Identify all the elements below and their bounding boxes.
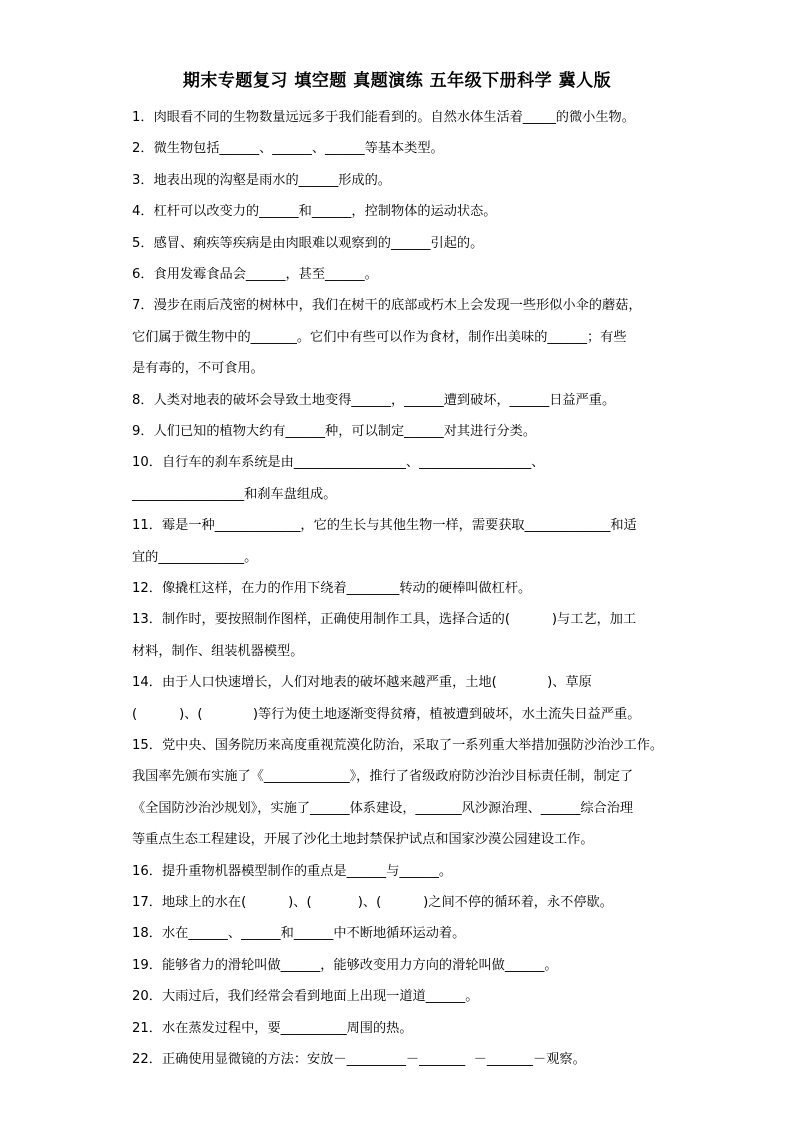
question-line: 8．人类对地表的破坏会导致土地变得______，______遭到破坏，______日益严重。 [132, 392, 616, 408]
question-line: 16．提升重物机器模型制作的重点是______与______。 [132, 863, 453, 879]
question-line: 7．漫步在雨后茂密的树林中，我们在树干的底部或朽木上会发现一些形似小伞的蘑菇， [132, 298, 642, 314]
question-line: 6．食用发霉食品会______，甚至______。 [132, 267, 378, 282]
question-item [132, 918, 672, 949]
question-line: _________________和刹车盘组成。 [132, 486, 337, 502]
question-item [132, 165, 672, 196]
question-item [132, 102, 672, 133]
question-line: 我国率先颁布实施了《_____________》，推行了省级政府防沙治沙目标责任制，制定了 [132, 769, 634, 785]
question-item [132, 950, 672, 981]
question-line: 1．肉眼看不同的生物数量远远多于我们能看到的。自然水体生活着_____的微小生物。 [132, 110, 635, 125]
question-line: 14．由于人口快速增长，人们对地表的破坏越来越严重，土地( )、草原 [132, 675, 592, 691]
question-item [132, 196, 672, 227]
question-line: 20．大雨过后，我们经常会看到地面上出现一道道______。 [132, 989, 479, 1005]
question-item [132, 416, 672, 447]
question-line: 17．地球上的水在( )、( )、( )之间不停的循环着，永不停歇。 [132, 895, 613, 910]
question-line: 12．像撬杠这样，在力的作用下绕着________转动的硬棒叫做杠杆。 [132, 581, 532, 596]
question-line: 3．地表出现的沟壑是雨水的______形成的。 [132, 172, 391, 188]
question-item [132, 510, 672, 573]
question-item [132, 573, 672, 604]
question-line: ( )、( )等行为使土地逐渐变得贫瘠，植被遭到破坏，水土流失日益严重。 [132, 706, 641, 722]
question-line: 15．党中央、国务院历来高度重视荒漠化防治，采取了一系列重大举措加强防沙治沙工作。 [132, 738, 664, 753]
question-item [132, 667, 672, 730]
question-line: 它们属于微生物中的_______。它们中有些可以作为食材，制作出美味的______；有些 [132, 329, 627, 345]
question-line: 18．水在______、______和______中不断地循环运动着。 [132, 926, 466, 942]
question-line: 19．能够省力的滑轮叫做______，能够改变用力方向的滑轮叫做______。 [132, 957, 558, 973]
question-line: 22．正确使用显微镜的方法：安放－_________－_______ －_______－观察。 [132, 1052, 586, 1067]
question-item [132, 604, 672, 667]
question-line: 是有毒的，不可食用。 [132, 361, 264, 377]
question-item [132, 290, 672, 384]
question-item [132, 1044, 672, 1075]
question-line: 11．霉是一种_____________，它的生长与其他生物一样，需要获取_____________和适 [132, 518, 637, 534]
question-item [132, 385, 672, 416]
question-line: 10．自行车的刹车系统是由_________________、_________________、 [132, 455, 545, 471]
question-line: 4．杠杆可以改变力的______和______，控制物体的运动状态。 [132, 204, 497, 220]
question-item [132, 981, 672, 1012]
question-item [132, 1013, 672, 1044]
question-line: 2．微生物包括______、______、______等基本类型。 [132, 141, 444, 157]
question-line: 13．制作时，要按照制作图样，正确使用制作工具，选择合适的( )与工艺，加工 [132, 612, 637, 628]
question-line: 等重点生态工程建设，开展了沙化土地封禁保护试点和国家沙漠公园建设工作。 [132, 832, 594, 848]
question-item [132, 133, 672, 164]
question-line: 宜的_____________。 [132, 549, 258, 565]
question-item [132, 730, 672, 856]
question-line: 材料，制作、组装机器模型。 [132, 643, 304, 659]
document-title: 期末专题复习 填空题 真题演练 五年级下册科学 冀人版 [182, 71, 612, 91]
question-item [132, 228, 672, 259]
question-line: 5．感冒、痢疾等疾病是由肉眼难以观察到的______引起的。 [132, 235, 484, 251]
question-item [132, 447, 672, 510]
question-item [132, 887, 672, 918]
question-line: 《全国防沙治沙规划》，实施了______体系建设，_______风沙源治理、______综合治理 [132, 800, 634, 816]
question-line: 9．人们已知的植物大约有______种，可以制定______对其进行分类。 [132, 424, 537, 439]
question-item [132, 259, 672, 290]
question-item [132, 856, 672, 887]
question-line: 21．水在蒸发过程中，要__________周围的热。 [132, 1020, 413, 1036]
